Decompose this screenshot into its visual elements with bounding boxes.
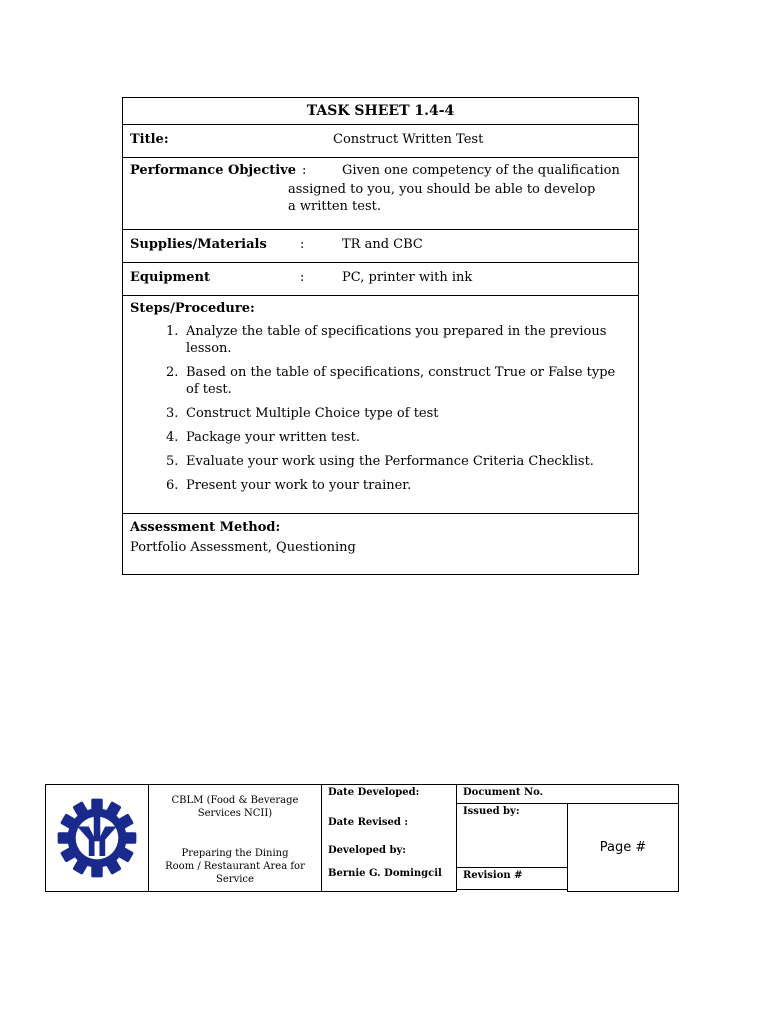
assessment-row	[123, 514, 639, 575]
steps-list	[130, 323, 631, 494]
task-sheet-heading: TASK SHEET 1.4-4	[123, 98, 639, 125]
step-text: Package your written test.	[186, 430, 360, 445]
supplies-value: TR and CBC	[342, 237, 423, 252]
equipment-colon: :	[300, 270, 305, 285]
objective-line-3: a written test.	[288, 199, 381, 214]
step-number: 5.	[166, 454, 179, 469]
objective-line-1: Given one competency of the qualification	[342, 163, 620, 178]
developed-by-label: Developed by:	[328, 845, 406, 856]
step-number: 1.	[166, 324, 179, 339]
tesda-gear-logo-icon	[56, 797, 138, 879]
step-item	[130, 453, 631, 470]
module-line-3: Service	[216, 874, 254, 885]
revision-label: Revision #	[457, 868, 568, 890]
step-item	[130, 323, 631, 357]
step-text: Construct Multiple Choice type of test	[186, 406, 439, 421]
equipment-row	[123, 263, 639, 296]
document-no-label: Document No.	[457, 785, 679, 804]
equipment-label: Equipment	[130, 270, 210, 285]
title-row	[123, 125, 639, 158]
step-text: Based on the table of specifications, construct True or False type of test.	[186, 365, 616, 397]
objective-line-2: assigned to you, you should be able to develop	[288, 182, 596, 197]
developer-name: Bernie G. Domingcil	[328, 868, 442, 879]
revision-spacer	[457, 890, 568, 892]
supplies-row	[123, 230, 639, 263]
logo-cell	[46, 785, 149, 892]
supplies-colon: :	[300, 237, 305, 252]
steps-row	[123, 296, 639, 514]
step-text: Analyze the table of specifications you prepared in the previous lesson.	[186, 324, 607, 356]
step-number: 4.	[166, 430, 179, 445]
assessment-label: Assessment Method:	[130, 520, 281, 535]
step-item	[130, 429, 631, 446]
cblm-line-2: Services NCII)	[197, 808, 273, 819]
objective-colon: :	[302, 163, 307, 178]
module-line-2: Room / Restaurant Area for	[165, 861, 305, 872]
document-footer-table	[45, 784, 679, 892]
step-number: 2.	[166, 365, 179, 380]
step-number: 6.	[166, 478, 179, 493]
page-number: Page #	[568, 804, 679, 892]
module-line-1: Preparing the Dining	[181, 848, 289, 859]
equipment-value: PC, printer with ink	[342, 270, 473, 285]
step-text: Evaluate your work using the Performance Criteria Checklist.	[186, 454, 594, 469]
date-developed-label: Date Developed:	[328, 787, 420, 798]
title-label: Title:	[130, 132, 169, 147]
title-value: Construct Written Test	[333, 132, 484, 147]
steps-label: Steps/Procedure:	[130, 301, 255, 316]
cblm-cell	[149, 785, 322, 892]
objective-row	[123, 158, 639, 230]
issued-by-label: Issued by:	[457, 804, 568, 868]
date-revised-label: Date Revised :	[328, 817, 409, 828]
step-item	[130, 477, 631, 494]
objective-label: Performance Objective	[130, 163, 297, 178]
supplies-label: Supplies/Materials	[130, 237, 267, 252]
step-item	[130, 364, 631, 398]
dates-cell	[322, 785, 457, 892]
task-sheet-table	[122, 97, 639, 575]
step-number: 3.	[166, 406, 179, 421]
cblm-line-1: CBLM (Food & Beverage	[171, 795, 299, 806]
assessment-value: Portfolio Assessment, Questioning	[130, 540, 356, 555]
step-item	[130, 405, 631, 422]
step-text: Present your work to your trainer.	[186, 478, 412, 493]
